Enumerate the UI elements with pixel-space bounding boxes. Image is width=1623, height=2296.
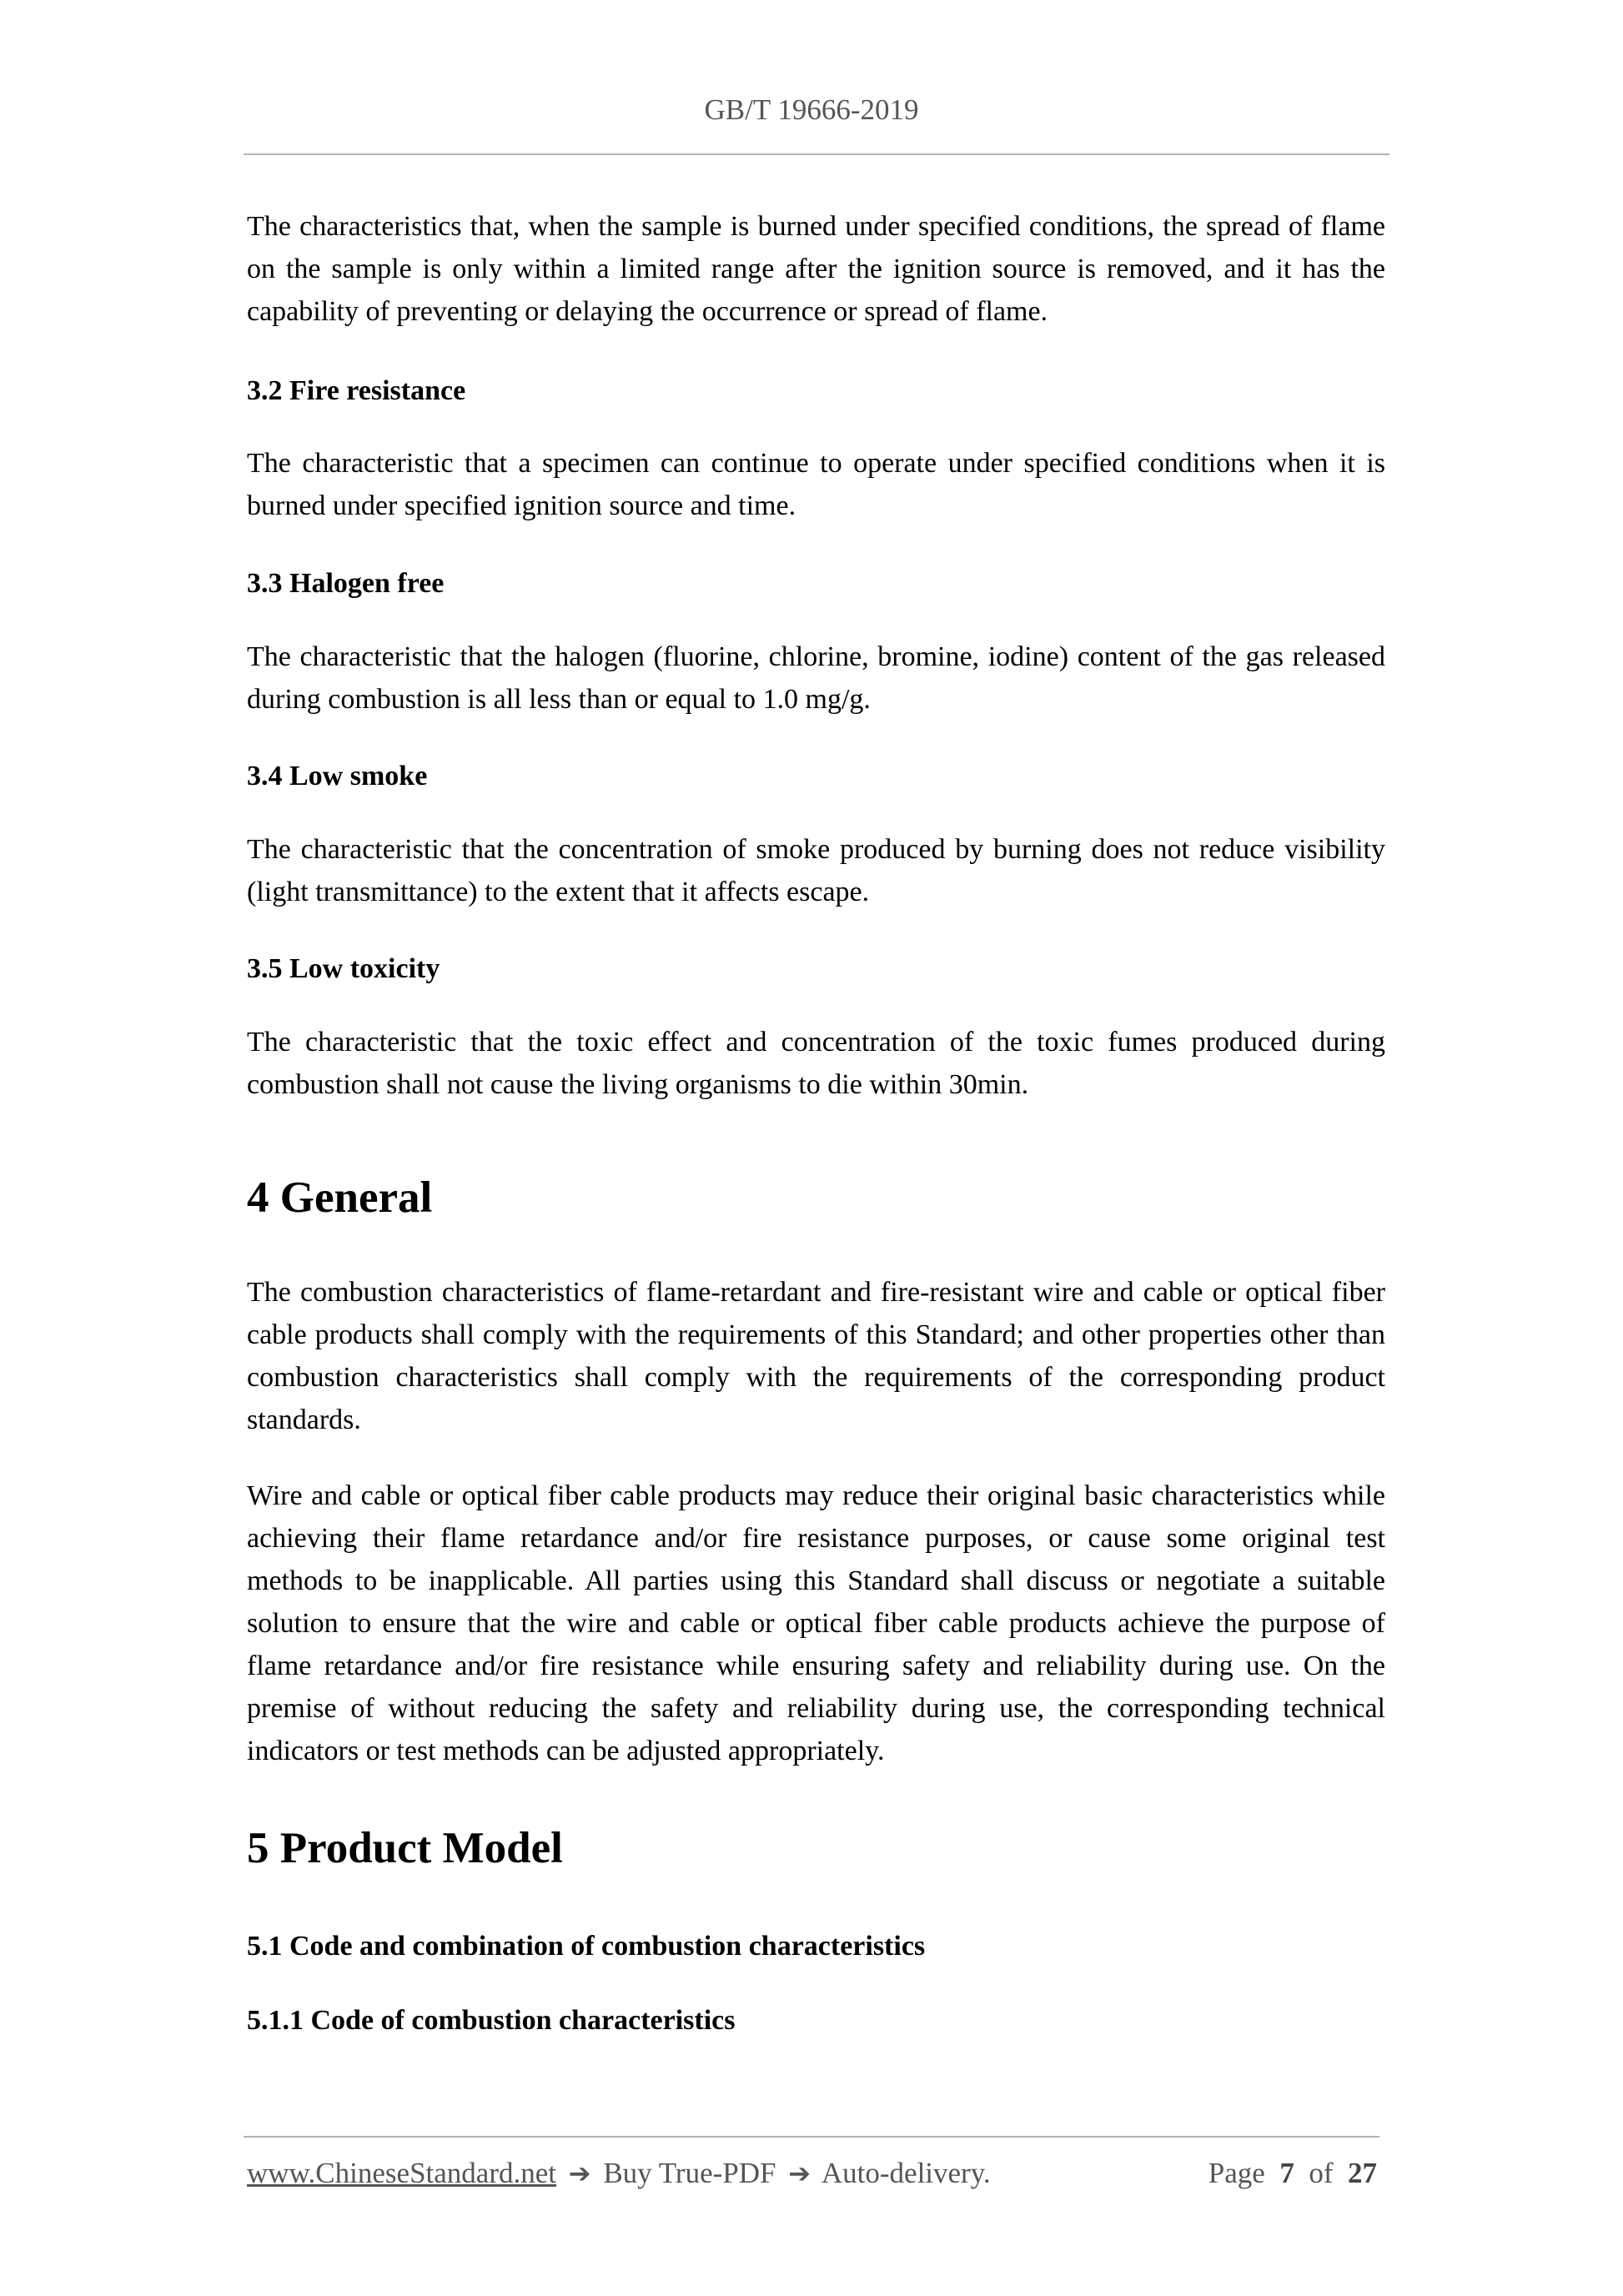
page-indicator (1208, 2157, 1377, 2190)
section-4-paragraph-2: Wire and cable or optical fiber cable products may reduce their original basic characteristics while achieving their flame retardance and/or fire resistance purposes, or cause some original test methods to be inapplicable. All parties using this Standard shall discuss or negotiate a suitable solution to ensure that the wire and cable or optical fiber cable products achieve the purpose of flame retardance and/or fire resistance while ensuring safety and reliability during use. On the premise of without reducing the safety and reliability during use, the corresponding technical indicators or test methods can be adjusted appropriately. (247, 1480, 1385, 1766)
page-label: Page (1208, 2157, 1265, 2189)
section-4-paragraph-1: The combustion characteristics of flame-retardant and fire-resistant wire and cable or optical fiber cable products shall comply with the requirements of this Standard; and other properties other than combustion characteristics shall comply with the requirements of the corresponding product standards. (247, 1277, 1385, 1435)
header-divider (244, 153, 1389, 155)
total-pages-number: 27 (1348, 2157, 1377, 2189)
current-page-number: 7 (1279, 2157, 1294, 2189)
arrow-right-icon: ➔ (568, 2158, 591, 2189)
clause-3-4-text: The characteristic that the concentration of smoke produced by burning does not reduce visibility (light transmittance) to the extent that it affects escape. (247, 834, 1385, 907)
clause-5-1-1-heading: 5.1.1 Code of combustion characteristics (247, 2005, 736, 2036)
footer-divider (244, 2136, 1379, 2138)
section-5-heading: 5 Product Model (247, 1824, 563, 1872)
page-of-label: of (1309, 2157, 1334, 2189)
website-link[interactable]: www.ChineseStandard.net (247, 2157, 556, 2189)
clause-3-5-heading: 3.5 Low toxicity (247, 953, 440, 984)
buy-true-pdf-text: Buy True-PDF (603, 2157, 776, 2189)
auto-delivery-text: Auto-delivery. (821, 2157, 991, 2189)
clause-3-5-text: The characteristic that the toxic effect and concentration of the toxic fumes produced during combustion shall not cause the living organisms to die within 30min. (247, 1027, 1385, 1100)
clause-3-2-text: The characteristic that a specimen can continue to operate under specified conditions when it is burned under specified ignition source and time. (247, 448, 1385, 521)
arrow-right-icon: ➔ (788, 2158, 812, 2189)
clause-3-4-heading: 3.4 Low smoke (247, 761, 428, 791)
clause-3-3-heading: 3.3 Halogen free (247, 568, 445, 599)
section-4-heading: 4 General (247, 1173, 433, 1222)
clause-3-3-text: The characteristic that the halogen (fluorine, chlorine, bromine, iodine) content of the gas released during combustion is all less than or equal to 1.0 mg/g. (247, 641, 1385, 715)
footer-promo (247, 2157, 991, 2190)
intro-paragraph: The characteristics that, when the sample is burned under specified conditions, the spread of flame on the sample is only within a limited range after the ignition source is removed, and it has the capability of preventing or delaying the occurrence or spread of flame. (247, 211, 1385, 327)
clause-5-1-heading: 5.1 Code and combination of combustion characteristics (247, 1931, 926, 1962)
document-id-header: GB/T 19666-2019 (704, 93, 919, 126)
clause-3-2-heading: 3.2 Fire resistance (247, 375, 466, 406)
